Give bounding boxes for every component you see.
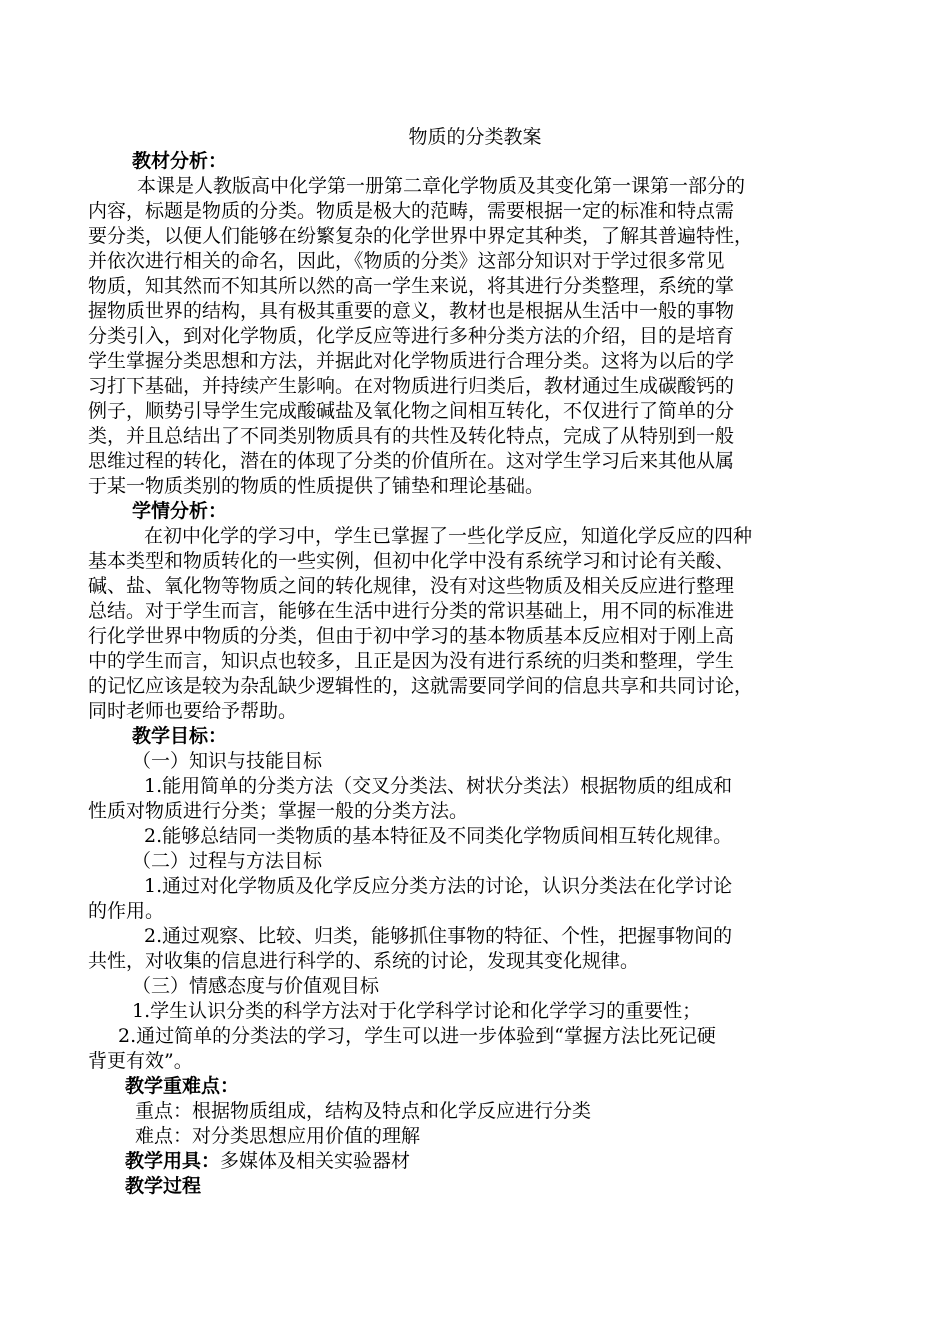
subheading-knowledge-skills: （一）知识与技能目标: [132, 750, 323, 772]
paragraph-line: 基本类型和物质转化的一些实例，但初中化学中没有系统学习和讨论有关酸、: [88, 550, 735, 572]
paragraph-line: 握物质世界的结构，具有极其重要的意义，教材也是根据从生活中一般的事物: [88, 300, 735, 322]
paragraph-line: 总结。对于学生而言，能够在生活中进行分类的常识基础上，用不同的标准进: [88, 600, 735, 622]
goal-item: 1.学生认识分类的科学方法对于化学科学讨论和化学学习的重要性；: [132, 1000, 702, 1022]
teaching-tools-line: [125, 1149, 410, 1174]
section-heading-key-difficult: 教学重难点：: [125, 1075, 240, 1097]
goal-item: 背更有效”。: [88, 1050, 193, 1072]
paragraph-line: 的记忆应该是较为杂乱缺少逻辑性的，这就需要同学间的信息共享和共同讨论，: [88, 675, 754, 697]
paragraph-line: 思维过程的转化，潜在的体现了分类的价值所在。这对学生学习后来其他从属: [88, 450, 735, 472]
paragraph-line: 中的学生而言，知识点也较多，且正是因为没有进行系统的归类和整理，学生: [88, 650, 735, 672]
goal-item: 共性，对收集的信息进行科学的、系统的讨论，发现其变化规律。: [88, 950, 640, 972]
paragraph-line: 行化学世界中物质的分类，但由于初中学习的基本物质基本反应相对于刚上高: [88, 625, 735, 647]
difficult-point: 难点：对分类思想应用价值的理解: [135, 1125, 421, 1147]
section-heading-teaching-goals: 教学目标：: [132, 725, 228, 747]
section-heading-teaching-tools: 教学用具：: [125, 1150, 221, 1172]
goal-item: 2.通过观察、比较、归类，能够抓住事物的特征、个性，把握事物间的: [144, 925, 733, 947]
paragraph-line: 本课是人教版高中化学第一册第二章化学物质及其变化第一课第一部分的: [137, 175, 746, 197]
page-title: 物质的分类教案: [408, 126, 542, 148]
paragraph-line: 类，并且总结出了不同类别物质具有的共性及转化特点，完成了从特别到一般: [88, 425, 735, 447]
paragraph-line: 并依次进行相关的命名，因此，《物质的分类》这部分知识对于学过很多常见: [88, 250, 725, 272]
section-heading-student-analysis: 学情分析：: [132, 500, 228, 522]
subheading-emotion-values: （三）情感态度与价值观目标: [132, 975, 380, 997]
goal-item: 的作用。: [88, 900, 165, 922]
goal-item: 2.通过简单的分类法的学习，学生可以进一步体验到“掌握方法比死记硬: [118, 1025, 716, 1047]
section-heading-teaching-process: 教学过程: [125, 1175, 202, 1197]
paragraph-line: 内容，标题是物质的分类。物质是极大的范畴，需要根据一定的标准和特点需: [88, 200, 735, 222]
goal-item: 1.通过对化学物质及化学反应分类方法的讨论，认识分类法在化学讨论: [144, 875, 733, 897]
section-heading-textbook-analysis: 教材分析：: [132, 150, 228, 172]
paragraph-line: 碱、盐、氧化物等物质之间的转化规律，没有对这些物质及相关反应进行整理: [88, 575, 735, 597]
goal-item: 性质对物质进行分类；掌握一般的分类方法。: [88, 800, 469, 822]
paragraph-line: 分类引入，到对化学物质，化学反应等进行多种分类方法的介绍，目的是培育: [88, 325, 735, 347]
paragraph-line: 同时老师也要给予帮助。: [88, 700, 298, 722]
paragraph-line: 要分类，以便人们能够在纷繁复杂的化学世界中界定其种类，了解其普遍特性，: [88, 225, 754, 247]
teaching-tools-text: 多媒体及相关实验器材: [220, 1150, 411, 1172]
goal-item: 2.能够总结同一类物质的基本特征及不同类化学物质间相互转化规律。: [144, 825, 733, 847]
key-point: 重点：根据物质组成，结构及特点和化学反应进行分类: [135, 1100, 592, 1122]
paragraph-line: 在初中化学的学习中，学生已掌握了一些化学反应，知道化学反应的四种: [144, 525, 753, 547]
subheading-process-methods: （二）过程与方法目标: [132, 850, 323, 872]
paragraph-line: 于某一物质类别的物质的性质提供了铺垫和理论基础。: [88, 475, 545, 497]
paragraph-line: 学生掌握分类思想和方法，并据此对化学物质进行合理分类。这将为以后的学: [88, 350, 735, 372]
paragraph-line: 例子，顺势引导学生完成酸碱盐及氧化物之间相互转化，不仅进行了简单的分: [88, 400, 735, 422]
goal-item: 1.能用简单的分类方法（交叉分类法、树状分类法）根据物质的组成和: [144, 775, 733, 797]
paragraph-line: 习打下基础，并持续产生影响。在对物质进行归类后，教材通过生成碳酸钙的: [88, 375, 735, 397]
paragraph-line: 物质，知其然而不知其所以然的高一学生来说，将其进行分类整理，系统的掌: [88, 275, 735, 297]
